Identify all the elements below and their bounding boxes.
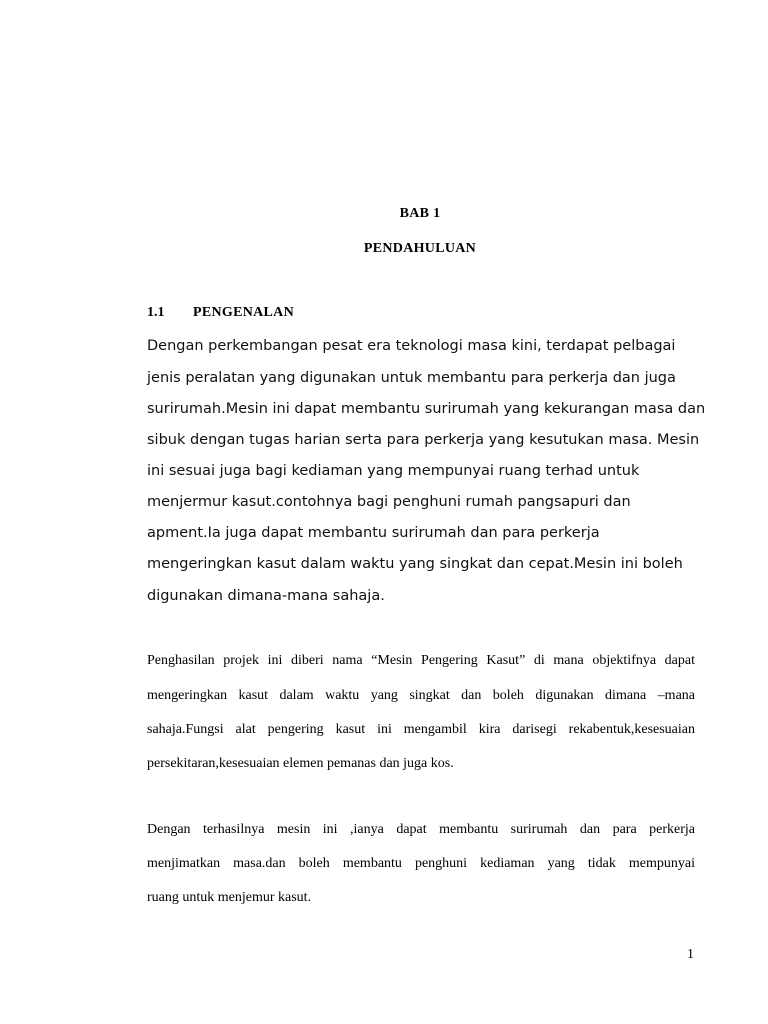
chapter-heading: BAB 1 <box>399 206 441 221</box>
paragraph-line: ini sesuai juga bagi kediaman yang mempunyai ruang terhad untuk <box>147 463 640 479</box>
paragraph-line: persekitaran,kesesuaian elemen pemanas dan juga kos. <box>147 756 454 771</box>
paragraph-line: menjimatkan masa.dan boleh membantu penghuni kediaman yang tidak mempunyai <box>147 856 695 871</box>
paragraph-line: Dengan perkembangan pesat era teknologi masa kini, terdapat pelbagai <box>147 338 676 354</box>
page-number: 1 <box>687 947 694 962</box>
section-number: 1.1 <box>147 305 165 320</box>
chapter-title: PENDAHULUAN <box>363 241 477 256</box>
paragraph-line: menjermur kasut.contohnya bagi penghuni rumah pangsapuri dan <box>147 494 631 510</box>
paragraph-line: jenis peralatan yang digunakan untuk membantu para perkerja dan juga <box>147 370 676 386</box>
paragraph-line: mengeringkan kasut dalam waktu yang singkat dan cepat.Mesin ini boleh <box>147 556 683 572</box>
paragraph-line: mengeringkan kasut dalam waktu yang singkat dan boleh digunakan dimana –mana <box>147 688 695 703</box>
paragraph-line: ruang untuk menjemur kasut. <box>147 890 312 905</box>
paragraph-line: Penghasilan projek ini diberi nama “Mesin Pengering Kasut” di mana objektifnya dapat <box>147 653 695 668</box>
paragraph-line: sibuk dengan tugas harian serta para perkerja yang kesutukan masa. Mesin <box>147 432 700 448</box>
paragraph-line: Dengan terhasilnya mesin ini ,ianya dapat membantu surirumah dan para perkerja <box>147 822 695 837</box>
paragraph-line: apment.Ia juga dapat membantu surirumah dan para perkerja <box>147 525 600 541</box>
paragraph-line: sahaja.Fungsi alat pengering kasut ini mengambil kira darisegi rekabentuk,kesesuaian <box>147 722 695 737</box>
paragraph-line: surirumah.Mesin ini dapat membantu surirumah yang kekurangan masa dan <box>147 401 706 417</box>
paragraph-line: digunakan dimana-mana sahaja. <box>147 588 385 604</box>
section-title: PENGENALAN <box>193 305 295 320</box>
